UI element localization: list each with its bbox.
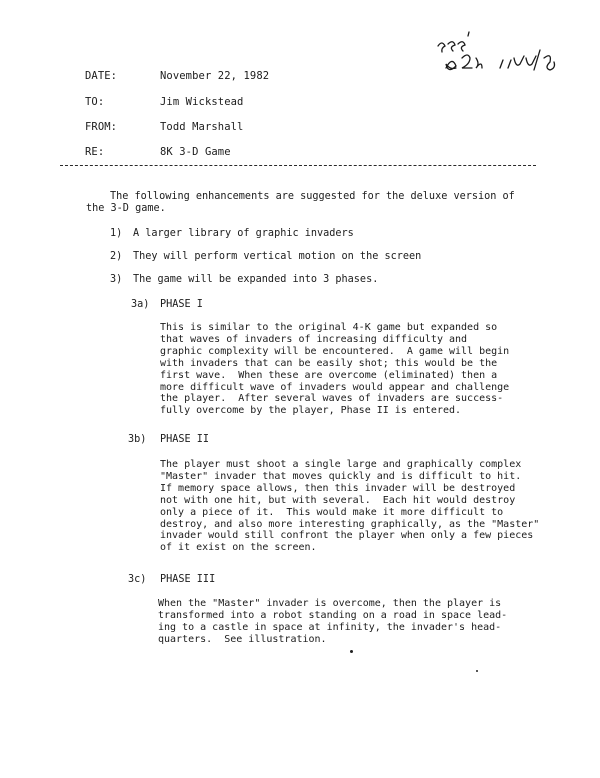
date-label: DATE: [85,70,118,82]
phase-paragraph [160,459,539,554]
item-number: 1) [110,228,123,239]
paragraph-line: transformed into a robot standing on a road in space lead- [158,609,508,621]
paragraph-line: of it exist on the screen. [160,542,317,554]
phase-title: PHASE I [160,299,203,310]
item-number: 3) [110,274,123,285]
re-label: RE: [85,146,105,158]
paragraph-line: If memory space allows, then this invader will be destroyed [160,482,516,494]
to-label: TO: [85,96,105,108]
paragraph-line: that waves of invaders of increasing difficulty and [160,333,468,345]
paragraph-line: quarters. See illustration. [158,633,327,645]
phase-number: 3c) [128,574,147,585]
paragraph-line: ing to a castle in space at infinity, the invader's head- [158,621,502,633]
header-divider [60,165,536,166]
paragraph-line: more difficult wave of invaders would appear and challenge [160,381,510,393]
paragraph-line: "Master" invader that moves quickly and is difficult to hit. [160,470,522,482]
handwritten-received-note [430,28,560,88]
paragraph-line: the player. After several waves of invaders are success- [160,393,504,405]
re-value: 8K 3-D Game [160,146,231,158]
paragraph-line: with invaders that can be easily shot; this would be the [160,357,498,369]
paragraph-line: When the "Master" invader is overcome, then the player is [158,598,502,609]
scan-speck [476,670,478,672]
item-number: 2) [110,251,123,262]
paragraph-line: not with one hit, but with several. Each hit would destroy [160,494,516,506]
scan-speck [350,650,353,653]
item-text: They will perform vertical motion on the screen [133,251,422,262]
phase-title: PHASE II [160,434,210,445]
phase-title: PHASE III [160,574,216,585]
item-text: A larger library of graphic invaders [133,228,354,239]
from-value: Todd Marshall [160,121,244,133]
phase-paragraph [160,322,509,417]
from-label: FROM: [85,121,118,133]
paragraph-line: invader would still confront the player when only a few pieces [160,530,534,542]
phase-number: 3b) [128,434,147,445]
date-value: November 22, 1982 [160,70,270,82]
paragraph-line: fully overcome by the player, Phase II is entered. [160,405,462,417]
paragraph-line: only a piece of it. This would make it more difficult to [160,506,504,518]
paragraph-line: first wave. When these are overcome (eliminated) then a [160,369,498,381]
paragraph-line: The player must shoot a single large and graphically complex [160,459,522,470]
phase-paragraph [158,598,507,646]
item-text: The game will be expanded into 3 phases. [133,274,379,285]
paragraph-line: This is similar to the original 4-K game but expanded so [160,322,498,333]
intro-line-1: The following enhancements are suggested for the deluxe version of [110,191,515,202]
phase-number: 3a) [131,299,150,310]
to-value: Jim Wickstead [160,96,244,108]
intro-line-2: the 3-D game. [86,203,166,214]
paragraph-line: destroy, and also more interesting graphically, as the "Master" [160,518,540,530]
paragraph-line: graphic complexity will be encountered. A game will begin [160,345,510,357]
